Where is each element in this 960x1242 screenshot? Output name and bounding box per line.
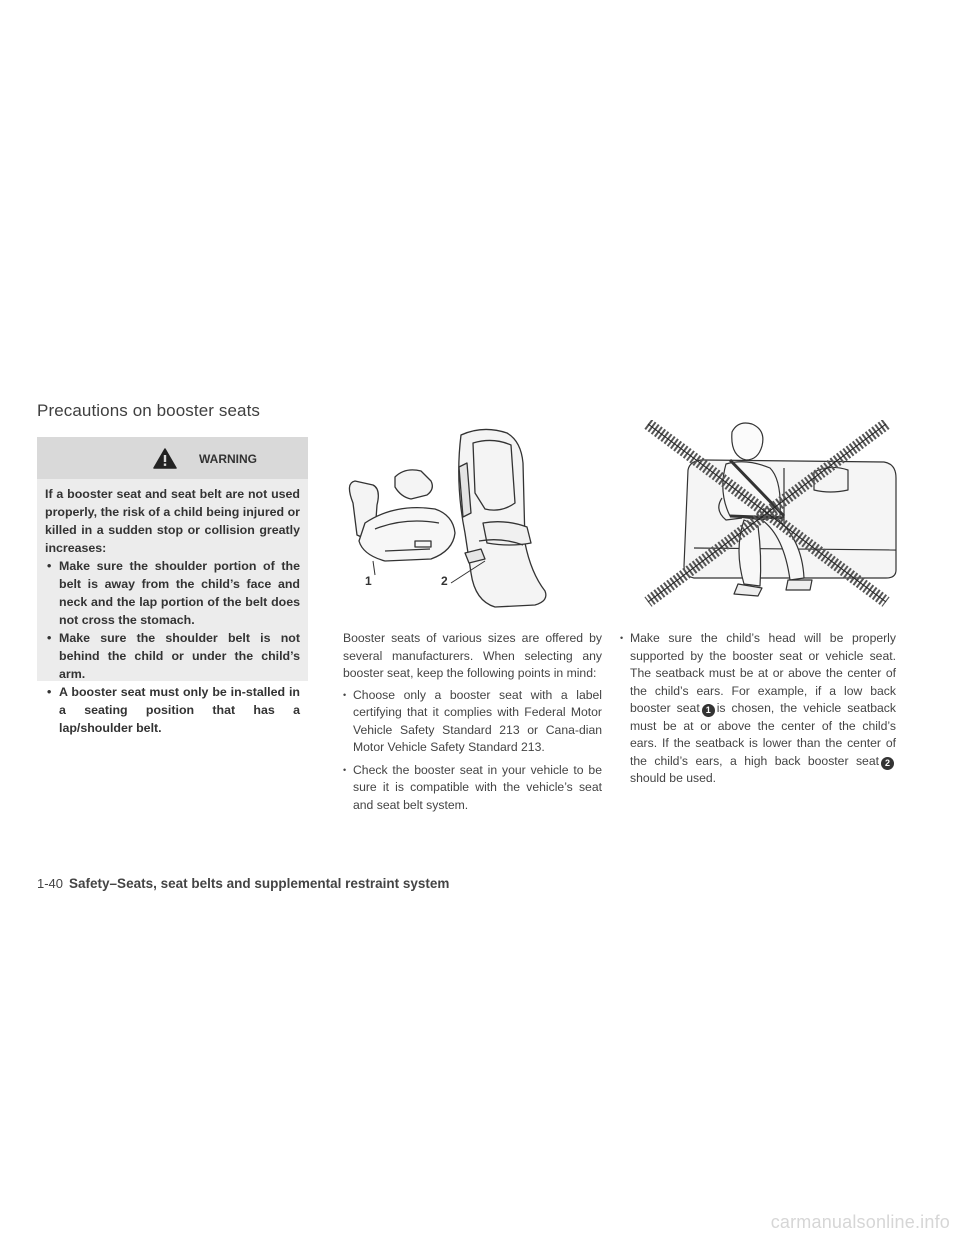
section-title: Precautions on booster seats — [37, 401, 260, 420]
warning-list — [45, 557, 300, 737]
callout-1-label: 1 — [365, 574, 372, 588]
body-bullet-3 — [620, 630, 896, 788]
warning-item: • Make sure the shoulder belt is not behind the child or under the child’s arm. — [45, 629, 300, 683]
body-bullet-1: • Choose only a booster seat with a label certifying that it complies with Federal Motor Vehicle Safety Standard 213 or Cana-dian Motor Vehicle Safety Standard 213. — [343, 687, 602, 757]
warning-header — [37, 437, 308, 479]
page-footer — [37, 876, 449, 891]
warning-title: WARNING — [199, 452, 257, 466]
bullet-3-text-a: Make sure the child’s head will be properly supported by the booster seat or vehicle seat. The seatback must be at or above the center of the child’s ears. For example, if a low back booster seat — [630, 631, 896, 715]
callout-1 — [365, 574, 372, 588]
incorrect-seating-illustration — [634, 420, 902, 608]
watermark: carmanualsonline.info — [770, 1212, 950, 1232]
callout-2-label: 2 — [441, 574, 448, 588]
warning-triangle-icon — [153, 448, 177, 469]
body-column-right — [620, 630, 896, 793]
warning-intro: If a booster seat and seat belt are not used properly, the risk of a child being injured or killed in a sudden stop or collision greatly increases: — [45, 487, 300, 555]
body-list — [620, 630, 896, 788]
body-column-middle — [343, 630, 602, 819]
bullet-3-text-c: should be used. — [630, 771, 717, 785]
bullet-3-text-b: is chosen, the vehicle seatback must be at or above the center of the child’s ears. If the seatback is lower than the center of the child’s ears, a high back booster seat — [630, 701, 896, 768]
warning-item: • Make sure the shoulder portion of the belt is away from the child’s face and neck and the lap portion of the belt does not cross the stomach. — [45, 557, 300, 629]
body-bullet-2: • Check the booster seat in your vehicle to be sure it is compatible with the vehicle’s seat and seat belt system. — [343, 762, 602, 815]
booster-seats-illustration — [335, 423, 585, 613]
callout-2 — [441, 574, 448, 588]
page-number: 1-40 — [37, 876, 64, 891]
warning-item: • A booster seat must only be in-stalled in a seating position that has a lap/shoulder belt. — [45, 683, 300, 737]
body-intro: Booster seats of various sizes are offered by several manufacturers. When selecting any booster seat, keep the following points in mind: — [343, 631, 602, 680]
callout-2-badge: 2 — [881, 757, 894, 770]
callout-1-badge: 1 — [702, 704, 715, 717]
warning-body — [37, 479, 308, 737]
chapter-title: Safety–Seats, seat belts and supplemental restraint system — [69, 876, 450, 891]
warning-box — [37, 437, 308, 735]
body-list — [343, 687, 602, 815]
